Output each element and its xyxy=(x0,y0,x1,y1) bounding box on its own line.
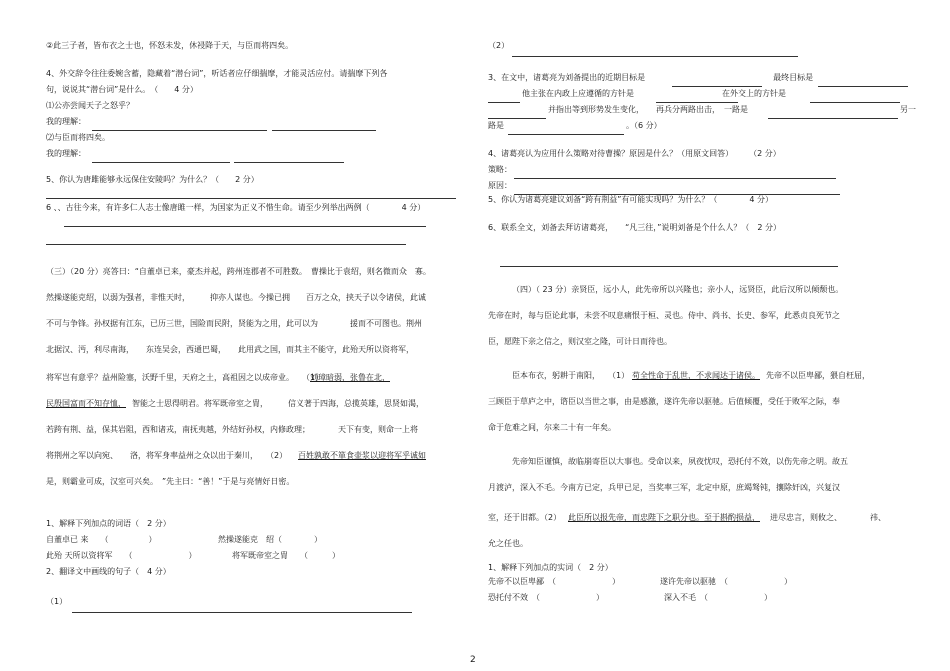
text-line: 3、在文中，诸葛亮为刘备提出的近期目标是 最终目标是 xyxy=(488,73,814,82)
answer-blank-line[interactable] xyxy=(72,612,412,613)
text-line: 北据汉、沔，利尽南海， 东连吴会，西通巴蜀， 此用武之国，而其主不能守，此殆天所以资将军， xyxy=(46,345,414,354)
text-line: 5、你认为诸葛亮建议刘备“跨有荆益”有可能实现吗？为什么？（ 4 分） xyxy=(488,195,774,204)
text-line: 不可与争锋。孙权据有江东，已历三世，国险而民附，贤能为之用，此可以为 援而不可图也。荆州 xyxy=(46,319,422,328)
answer-blank-line[interactable] xyxy=(46,198,456,199)
text-line: 将军岂有意乎？益州险塞，沃野千里，天府之土，高祖因之以成帝业。 （1） xyxy=(46,373,324,382)
page-number: 2 xyxy=(470,655,476,665)
underlined-sentence: 刘璋暗弱，张鲁在北， xyxy=(310,373,390,382)
text-line: 若跨有荆、益，保其岩阻，西和诸戎，南抚夷越，外结好孙权，内修政理； 天下有变，则命一上将 xyxy=(46,425,418,434)
text-line: 深入不毛 （ ） xyxy=(664,593,772,602)
answer-blank-line[interactable] xyxy=(92,130,267,131)
answer-blank-line[interactable] xyxy=(810,102,900,103)
text-line: 臣，愿陛下亲之信之，则汉室之隆，可计日而待也。 xyxy=(488,337,672,346)
text-line: 然操遂能克 绍（ ） xyxy=(218,535,322,544)
text-line: 允之任也。 xyxy=(488,539,528,548)
text-line: 原因： xyxy=(488,181,512,190)
text-line: 然操遂能克绍，以弱为强者，非惟天时， 抑亦人谋也。今操已拥 百万之众，挟天子以令诸侯，此诚 xyxy=(46,293,426,302)
text-line: 他主张在内政上应遵循的方针是 在外交上的方针是 xyxy=(522,89,786,98)
text-line: 进尽忠言，则攸之、 祎、 xyxy=(770,513,886,522)
text-line: 路是 xyxy=(488,121,504,130)
text-line: 5、你认为唐雎能够永远保住安陵吗？为什么？（ 2 分） xyxy=(46,175,259,184)
answer-blank-line[interactable] xyxy=(818,86,908,87)
text-line: 我的理解： xyxy=(46,149,86,158)
answer-blank-line[interactable] xyxy=(488,102,520,103)
answer-blank-line[interactable] xyxy=(46,244,406,245)
text-line: 先帝不以臣卑鄙 （ ） xyxy=(488,577,620,586)
text-line: ⑵与臣而将四矣。 xyxy=(46,133,110,142)
text-line: 先帝知臣谨慎，故临崩寄臣以大事也。受命以来，夙夜忧叹，恐托付不效，以伤先帝之明。故五 xyxy=(512,457,848,466)
text-line: 策略： xyxy=(488,165,512,174)
text-line: 此殆 天所以资将军 （ ） xyxy=(46,551,197,560)
text-line: 2、翻译文中画线的句子（ 4 分） xyxy=(46,567,171,576)
text-line: 将军既帝室之胄 （ ） xyxy=(232,551,340,560)
answer-blank-line[interactable] xyxy=(272,130,376,131)
text-line: 。（6 分） xyxy=(626,121,662,130)
answer-blank-line[interactable] xyxy=(64,226,426,227)
text-line: ⑴公亦尝闻天子之怒乎？ xyxy=(46,101,134,110)
answer-blank-line[interactable] xyxy=(768,118,898,119)
text-line: （2） xyxy=(488,41,510,50)
text-line: 是，则霸业可成，汉室可兴矣。 ”先主曰：“善！”于是与亮情好日密。 xyxy=(46,477,295,486)
text-line: 6 、、古往今来，有许多仁人志士像唐雎一样，为国家为正义不惜生命。请至少列举出两例（ 4 分） xyxy=(46,203,426,212)
text-line: 我的理解： xyxy=(46,117,86,126)
text-line: 先帝不以臣卑鄙，猥自枉屈， xyxy=(766,371,870,380)
text-line: 1、解释下列加点的词语（ 2 分） xyxy=(46,519,171,528)
answer-blank-line[interactable] xyxy=(508,134,624,135)
text-line: 智能之士思得明君。将军既帝室之胄， 信义著于四海，总揽英雄，思贤如渴， xyxy=(132,399,424,408)
text-line: 6、联系全文，刘备去拜访诸葛亮， “凡三往，”说明刘备是个什么人？（ 2 分） xyxy=(488,223,782,232)
text-line: 三顾臣于草庐之中，谘臣以当世之事，由是感激，遂许先帝以驱驰。后值倾覆，受任于败军之际，奉 xyxy=(488,397,840,406)
text-line: 4、外交辞令往往委婉含蓄，隐藏着“潜台词”，听话者应仔细揣摩，才能灵活应付。请揣摩下列各 xyxy=(46,69,388,78)
underlined-sentence: 百姓孰敢不箪食壶浆以迎将军乎诚如 xyxy=(298,451,426,460)
text-line: 1、解释下列加点的实词（ 2 分） xyxy=(488,563,613,572)
text-line: 并指出等到形势发生变化， 再兵分两路出击， 一路是 xyxy=(548,105,748,114)
text-line: ②此三子者，皆布衣之士也，怀怒未发，休祲降于天，与臣而将四矣。 xyxy=(46,41,294,50)
answer-blank-line[interactable] xyxy=(92,162,230,163)
answer-blank-line[interactable] xyxy=(514,178,836,179)
text-line: 命于危难之间，尔来二十有一年矣。 xyxy=(488,423,616,432)
underlined-sentence: 此臣所以报先帝，而忠陛下之职分也。至于斟酌损益， xyxy=(568,513,760,522)
text-line: （1） xyxy=(46,597,68,606)
text-line: 臣本布衣，躬耕于南阳， （1） xyxy=(512,371,630,380)
text-line: 另一 xyxy=(900,105,916,114)
text-line: 月渡泸，深入不毛。今南方已定，兵甲已足，当奖率三军，北定中原，庶竭驽钝，攘除奸凶，兴复汉 xyxy=(488,483,840,492)
underlined-sentence: 苟全性命于乱世，不求闻达于诸侯。 xyxy=(632,371,760,380)
text-line: 自董卓已 来 （ ） xyxy=(46,535,157,544)
text-line: 句，说说其“潜台词”是什么。 （ 4 分） xyxy=(46,85,198,94)
text-line: 4、诸葛亮认为应用什么策略对待曹操？原因是什么？（用原文回答） （2 分） xyxy=(488,149,781,158)
text-line: （三）（20 分）亮答曰：“自董卓已来，豪杰并起，跨州连郡者不可胜数。 曹操比于袁绍，则名微而众 寡。 xyxy=(46,267,431,276)
text-line: 恐托付不效 （ ） xyxy=(488,593,604,602)
text-line: 先帝在时，每与臣论此事，未尝不叹息痛恨于桓、灵也。侍中、尚书、长史、参军，此悉贞良死节之 xyxy=(488,311,840,320)
answer-blank-line[interactable] xyxy=(672,86,762,87)
answer-blank-line[interactable] xyxy=(514,194,840,195)
answer-blank-line[interactable] xyxy=(488,118,546,119)
text-line: 将荆州之军以向宛、 洛，将军身率益州之众以出于秦川， （2） xyxy=(46,451,288,460)
text-line: 遂许先帝以驱驰 （ ） xyxy=(660,577,792,586)
answer-blank-line[interactable] xyxy=(500,266,838,267)
answer-blank-line[interactable] xyxy=(656,102,738,103)
text-line: 室，还于旧都。（2） xyxy=(488,513,562,522)
underlined-sentence: 民殷国富而不知存恤， xyxy=(46,399,126,408)
answer-blank-line[interactable] xyxy=(234,162,344,163)
answer-blank-line[interactable] xyxy=(512,56,798,57)
text-line: （四）（ 23 分）亲贤臣，远小人，此先帝所以兴隆也；亲小人，远贤臣，此后汉所以倾颓也。 xyxy=(512,285,844,294)
